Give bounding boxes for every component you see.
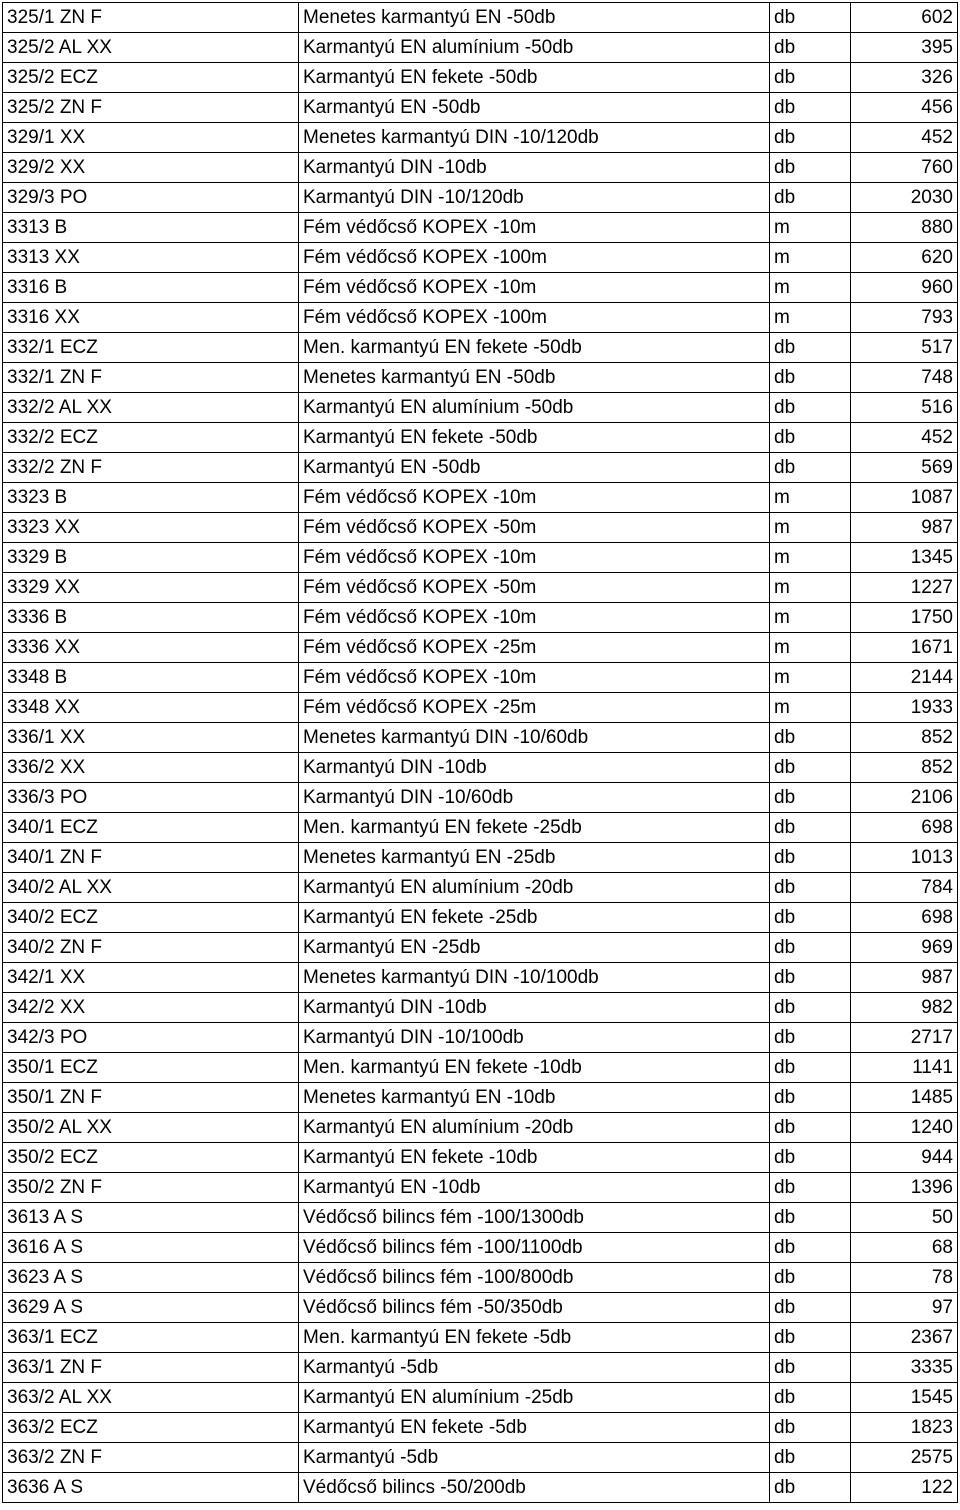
unit-cell: db — [770, 1113, 851, 1143]
product-code-cell: 340/1 ECZ — [3, 813, 299, 843]
unit-cell: db — [770, 1353, 851, 1383]
description-cell: Fém védőcső KOPEX -50m — [299, 573, 770, 603]
table-row — [3, 153, 958, 183]
unit-cell: m — [770, 573, 851, 603]
quantity-cell: 1545 — [851, 1383, 958, 1413]
unit-cell: db — [770, 993, 851, 1023]
description-cell: Karmantyú EN -50db — [299, 453, 770, 483]
product-code-cell: 336/3 PO — [3, 783, 299, 813]
description-cell: Fém védőcső KOPEX -10m — [299, 273, 770, 303]
product-code-cell: 3616 A S — [3, 1233, 299, 1263]
quantity-cell: 68 — [851, 1233, 958, 1263]
unit-cell: db — [770, 1173, 851, 1203]
unit-cell: m — [770, 663, 851, 693]
description-cell: Fém védőcső KOPEX -25m — [299, 633, 770, 663]
product-code-cell: 3313 B — [3, 213, 299, 243]
quantity-cell: 852 — [851, 753, 958, 783]
quantity-cell: 326 — [851, 63, 958, 93]
unit-cell: db — [770, 1143, 851, 1173]
quantity-cell: 760 — [851, 153, 958, 183]
product-code-cell: 332/1 ECZ — [3, 333, 299, 363]
table-row — [3, 1413, 958, 1443]
quantity-cell: 452 — [851, 123, 958, 153]
unit-cell: db — [770, 333, 851, 363]
quantity-cell: 517 — [851, 333, 958, 363]
description-cell: Karmantyú EN alumínium -50db — [299, 393, 770, 423]
quantity-cell: 50 — [851, 1203, 958, 1233]
unit-cell: m — [770, 483, 851, 513]
description-cell: Menetes karmantyú EN -50db — [299, 3, 770, 33]
quantity-cell: 1013 — [851, 843, 958, 873]
product-code-cell: 325/1 ZN F — [3, 3, 299, 33]
product-code-cell: 342/1 XX — [3, 963, 299, 993]
product-code-cell: 3329 XX — [3, 573, 299, 603]
table-row — [3, 1023, 958, 1053]
quantity-cell: 1240 — [851, 1113, 958, 1143]
table-row — [3, 273, 958, 303]
product-code-cell: 3313 XX — [3, 243, 299, 273]
product-code-cell: 340/2 ECZ — [3, 903, 299, 933]
description-cell: Karmantyú EN fekete -50db — [299, 423, 770, 453]
quantity-cell: 987 — [851, 513, 958, 543]
quantity-cell: 2144 — [851, 663, 958, 693]
quantity-cell: 569 — [851, 453, 958, 483]
description-cell: Fém védőcső KOPEX -10m — [299, 483, 770, 513]
product-code-cell: 3613 A S — [3, 1203, 299, 1233]
unit-cell: m — [770, 693, 851, 723]
description-cell: Fém védőcső KOPEX -100m — [299, 243, 770, 273]
quantity-cell: 880 — [851, 213, 958, 243]
unit-cell: m — [770, 543, 851, 573]
table-row — [3, 783, 958, 813]
table-row — [3, 753, 958, 783]
table-row — [3, 663, 958, 693]
description-cell: Men. karmantyú EN fekete -5db — [299, 1323, 770, 1353]
unit-cell: m — [770, 603, 851, 633]
product-code-cell: 350/1 ZN F — [3, 1083, 299, 1113]
quantity-cell: 698 — [851, 903, 958, 933]
description-cell: Menetes karmantyú DIN -10/120db — [299, 123, 770, 153]
table-row — [3, 843, 958, 873]
quantity-cell: 1141 — [851, 1053, 958, 1083]
quantity-cell: 2717 — [851, 1023, 958, 1053]
product-code-cell: 3336 B — [3, 603, 299, 633]
description-cell: Fém védőcső KOPEX -25m — [299, 693, 770, 723]
unit-cell: m — [770, 273, 851, 303]
table-row — [3, 1323, 958, 1353]
description-cell: Karmantyú EN alumínium -20db — [299, 1113, 770, 1143]
product-code-cell: 3323 B — [3, 483, 299, 513]
quantity-cell: 1823 — [851, 1413, 958, 1443]
unit-cell: db — [770, 1413, 851, 1443]
product-code-cell: 332/2 AL XX — [3, 393, 299, 423]
table-row — [3, 1263, 958, 1293]
description-cell: Men. karmantyú EN fekete -50db — [299, 333, 770, 363]
quantity-cell: 784 — [851, 873, 958, 903]
table-row — [3, 243, 958, 273]
product-code-cell: 3316 XX — [3, 303, 299, 333]
quantity-cell: 982 — [851, 993, 958, 1023]
quantity-cell: 2030 — [851, 183, 958, 213]
description-cell: Menetes karmantyú EN -50db — [299, 363, 770, 393]
quantity-cell: 852 — [851, 723, 958, 753]
unit-cell: db — [770, 933, 851, 963]
description-cell: Menetes karmantyú DIN -10/100db — [299, 963, 770, 993]
unit-cell: db — [770, 1053, 851, 1083]
unit-cell: db — [770, 3, 851, 33]
table-row — [3, 303, 958, 333]
description-cell: Men. karmantyú EN fekete -25db — [299, 813, 770, 843]
description-cell: Fém védőcső KOPEX -10m — [299, 213, 770, 243]
description-cell: Karmantyú EN fekete -5db — [299, 1413, 770, 1443]
quantity-cell: 1671 — [851, 633, 958, 663]
table-row — [3, 423, 958, 453]
product-code-cell: 3348 XX — [3, 693, 299, 723]
product-code-cell: 340/1 ZN F — [3, 843, 299, 873]
description-cell: Menetes karmantyú DIN -10/60db — [299, 723, 770, 753]
product-code-cell: 350/2 AL XX — [3, 1113, 299, 1143]
description-cell: Karmantyú DIN -10/100db — [299, 1023, 770, 1053]
description-cell: Védőcső bilincs fém -50/350db — [299, 1293, 770, 1323]
quantity-cell: 97 — [851, 1293, 958, 1323]
product-code-cell: 332/2 ZN F — [3, 453, 299, 483]
unit-cell: db — [770, 63, 851, 93]
quantity-cell: 960 — [851, 273, 958, 303]
quantity-cell: 748 — [851, 363, 958, 393]
table-row — [3, 393, 958, 423]
unit-cell: db — [770, 1473, 851, 1503]
table-row — [3, 693, 958, 723]
unit-cell: db — [770, 843, 851, 873]
description-cell: Karmantyú EN -50db — [299, 93, 770, 123]
quantity-cell: 122 — [851, 1473, 958, 1503]
product-code-cell: 332/1 ZN F — [3, 363, 299, 393]
description-cell: Karmantyú DIN -10db — [299, 753, 770, 783]
product-code-cell: 325/2 AL XX — [3, 33, 299, 63]
table-row — [3, 1083, 958, 1113]
unit-cell: db — [770, 873, 851, 903]
unit-cell: db — [770, 1263, 851, 1293]
description-cell: Menetes karmantyú EN -10db — [299, 1083, 770, 1113]
product-code-cell: 363/2 AL XX — [3, 1383, 299, 1413]
description-cell: Karmantyú EN -10db — [299, 1173, 770, 1203]
table-row — [3, 903, 958, 933]
description-cell: Karmantyú EN fekete -25db — [299, 903, 770, 933]
quantity-cell: 793 — [851, 303, 958, 333]
table-row — [3, 1353, 958, 1383]
description-cell: Védőcső bilincs fém -100/1300db — [299, 1203, 770, 1233]
unit-cell: db — [770, 1233, 851, 1263]
table-row — [3, 723, 958, 753]
description-cell: Fém védőcső KOPEX -10m — [299, 663, 770, 693]
table-row — [3, 633, 958, 663]
unit-cell: db — [770, 33, 851, 63]
table-row — [3, 1143, 958, 1173]
unit-cell: db — [770, 1293, 851, 1323]
quantity-cell: 452 — [851, 423, 958, 453]
quantity-cell: 969 — [851, 933, 958, 963]
product-code-cell: 3636 A S — [3, 1473, 299, 1503]
table-row — [3, 93, 958, 123]
description-cell: Védőcső bilincs fém -100/1100db — [299, 1233, 770, 1263]
product-price-table — [2, 2, 958, 1503]
product-code-cell: 336/2 XX — [3, 753, 299, 783]
unit-cell: db — [770, 393, 851, 423]
description-cell: Karmantyú EN fekete -10db — [299, 1143, 770, 1173]
product-code-cell: 3336 XX — [3, 633, 299, 663]
description-cell: Karmantyú DIN -10db — [299, 153, 770, 183]
unit-cell: db — [770, 753, 851, 783]
unit-cell: db — [770, 1023, 851, 1053]
table-row — [3, 63, 958, 93]
description-cell: Fém védőcső KOPEX -10m — [299, 543, 770, 573]
product-code-cell: 325/2 ZN F — [3, 93, 299, 123]
table-row — [3, 993, 958, 1023]
description-cell: Védőcső bilincs fém -100/800db — [299, 1263, 770, 1293]
product-code-cell: 3629 A S — [3, 1293, 299, 1323]
product-code-cell: 350/2 ZN F — [3, 1173, 299, 1203]
unit-cell: m — [770, 243, 851, 273]
table-row — [3, 1053, 958, 1083]
quantity-cell: 1933 — [851, 693, 958, 723]
description-cell: Védőcső bilincs -50/200db — [299, 1473, 770, 1503]
table-row — [3, 183, 958, 213]
description-cell: Karmantyú EN alumínium -50db — [299, 33, 770, 63]
quantity-cell: 620 — [851, 243, 958, 273]
unit-cell: db — [770, 903, 851, 933]
description-cell: Men. karmantyú EN fekete -10db — [299, 1053, 770, 1083]
product-code-cell: 329/1 XX — [3, 123, 299, 153]
description-cell: Karmantyú -5db — [299, 1353, 770, 1383]
table-row — [3, 453, 958, 483]
unit-cell: db — [770, 1203, 851, 1233]
table-row — [3, 873, 958, 903]
quantity-cell: 3335 — [851, 1353, 958, 1383]
table-row — [3, 1233, 958, 1263]
quantity-cell: 1750 — [851, 603, 958, 633]
product-code-cell: 350/1 ECZ — [3, 1053, 299, 1083]
product-code-cell: 340/2 AL XX — [3, 873, 299, 903]
table-row — [3, 1383, 958, 1413]
unit-cell: db — [770, 1083, 851, 1113]
table-row — [3, 1473, 958, 1503]
table-row — [3, 963, 958, 993]
quantity-cell: 602 — [851, 3, 958, 33]
product-code-cell: 363/1 ZN F — [3, 1353, 299, 1383]
unit-cell: db — [770, 1323, 851, 1353]
unit-cell: m — [770, 303, 851, 333]
quantity-cell: 1485 — [851, 1083, 958, 1113]
product-code-cell: 340/2 ZN F — [3, 933, 299, 963]
quantity-cell: 2106 — [851, 783, 958, 813]
unit-cell: db — [770, 1443, 851, 1473]
unit-cell: db — [770, 453, 851, 483]
table-row — [3, 33, 958, 63]
product-code-cell: 363/2 ZN F — [3, 1443, 299, 1473]
description-cell: Karmantyú EN alumínium -25db — [299, 1383, 770, 1413]
table-row — [3, 1203, 958, 1233]
unit-cell: m — [770, 213, 851, 243]
description-cell: Karmantyú EN alumínium -20db — [299, 873, 770, 903]
product-code-cell: 3348 B — [3, 663, 299, 693]
quantity-cell: 78 — [851, 1263, 958, 1293]
description-cell: Fém védőcső KOPEX -50m — [299, 513, 770, 543]
unit-cell: db — [770, 813, 851, 843]
product-code-cell: 350/2 ECZ — [3, 1143, 299, 1173]
quantity-cell: 456 — [851, 93, 958, 123]
unit-cell: m — [770, 633, 851, 663]
table-row — [3, 813, 958, 843]
table-row — [3, 483, 958, 513]
product-code-cell: 342/3 PO — [3, 1023, 299, 1053]
unit-cell: db — [770, 363, 851, 393]
quantity-cell: 698 — [851, 813, 958, 843]
unit-cell: db — [770, 783, 851, 813]
product-code-cell: 363/2 ECZ — [3, 1413, 299, 1443]
product-code-cell: 363/1 ECZ — [3, 1323, 299, 1353]
product-code-cell: 3623 A S — [3, 1263, 299, 1293]
quantity-cell: 1396 — [851, 1173, 958, 1203]
table-row — [3, 1173, 958, 1203]
table-row — [3, 933, 958, 963]
table-row — [3, 543, 958, 573]
unit-cell: db — [770, 183, 851, 213]
product-code-cell: 336/1 XX — [3, 723, 299, 753]
quantity-cell: 1087 — [851, 483, 958, 513]
unit-cell: m — [770, 513, 851, 543]
table-row — [3, 573, 958, 603]
table-row — [3, 213, 958, 243]
description-cell: Fém védőcső KOPEX -10m — [299, 603, 770, 633]
product-code-cell: 342/2 XX — [3, 993, 299, 1023]
product-code-cell: 329/3 PO — [3, 183, 299, 213]
table-row — [3, 3, 958, 33]
table-row — [3, 363, 958, 393]
product-code-cell: 3329 B — [3, 543, 299, 573]
quantity-cell: 2575 — [851, 1443, 958, 1473]
description-cell: Karmantyú DIN -10/60db — [299, 783, 770, 813]
table-row — [3, 603, 958, 633]
table-row — [3, 1113, 958, 1143]
quantity-cell: 2367 — [851, 1323, 958, 1353]
table-row — [3, 1293, 958, 1323]
quantity-cell: 1345 — [851, 543, 958, 573]
table-row — [3, 123, 958, 153]
table-body — [3, 3, 958, 1503]
unit-cell: db — [770, 1383, 851, 1413]
description-cell: Karmantyú DIN -10db — [299, 993, 770, 1023]
description-cell: Fém védőcső KOPEX -100m — [299, 303, 770, 333]
quantity-cell: 1227 — [851, 573, 958, 603]
product-code-cell: 325/2 ECZ — [3, 63, 299, 93]
table-row — [3, 333, 958, 363]
table-row — [3, 1443, 958, 1473]
description-cell: Karmantyú EN -25db — [299, 933, 770, 963]
unit-cell: db — [770, 123, 851, 153]
product-code-cell: 3316 B — [3, 273, 299, 303]
table-row — [3, 513, 958, 543]
description-cell: Menetes karmantyú EN -25db — [299, 843, 770, 873]
description-cell: Karmantyú DIN -10/120db — [299, 183, 770, 213]
quantity-cell: 516 — [851, 393, 958, 423]
quantity-cell: 987 — [851, 963, 958, 993]
quantity-cell: 395 — [851, 33, 958, 63]
product-code-cell: 3323 XX — [3, 513, 299, 543]
unit-cell: db — [770, 423, 851, 453]
unit-cell: db — [770, 723, 851, 753]
unit-cell: db — [770, 93, 851, 123]
description-cell: Karmantyú -5db — [299, 1443, 770, 1473]
quantity-cell: 944 — [851, 1143, 958, 1173]
product-code-cell: 332/2 ECZ — [3, 423, 299, 453]
product-code-cell: 329/2 XX — [3, 153, 299, 183]
unit-cell: db — [770, 153, 851, 183]
description-cell: Karmantyú EN fekete -50db — [299, 63, 770, 93]
unit-cell: db — [770, 963, 851, 993]
